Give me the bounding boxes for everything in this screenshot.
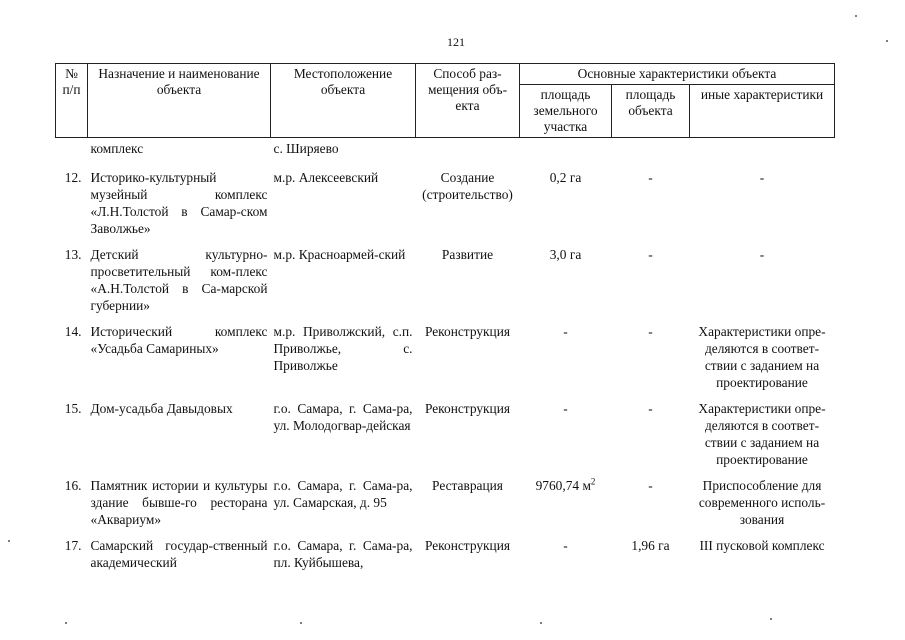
header-other: иные характеристики <box>690 85 835 138</box>
cell-name: Детский культурно-просветительный ком-плекс «А.Н.Толстой в Са-марской губернии» <box>90 247 268 313</box>
cell-other: Характеристики опре-деляются в соответ-ствии с заданием на проектирование <box>698 401 826 467</box>
table-row <box>56 537 835 580</box>
cell-location: м.р. Приволжский, с.п. Приволжье, с. Приволжье <box>273 324 413 373</box>
cell-name: Дом-усадьба Давыдовых <box>90 401 233 416</box>
cell-land-area: - <box>563 538 568 553</box>
header-object-area: площадь объекта <box>612 85 690 138</box>
cell-location: с. Ширяево <box>273 141 339 156</box>
cell-placement: Реконструкция <box>424 324 511 339</box>
cell-object-area: - <box>648 170 653 185</box>
cell-num: 15. <box>64 401 82 416</box>
land-area-value: 9760,74 м <box>535 478 591 493</box>
cell-placement: Создание (строительство) <box>422 170 513 202</box>
table-row <box>56 400 835 477</box>
table-row <box>56 323 835 400</box>
cell-placement: Реконструкция <box>424 538 511 553</box>
cell-num: 13. <box>64 247 82 262</box>
header-row <box>56 64 835 85</box>
table-row <box>56 477 835 537</box>
cell-object-area: - <box>648 478 653 493</box>
table-row <box>56 246 835 323</box>
scan-speck <box>886 40 888 42</box>
cell-land-area: 0,2 га <box>549 170 582 185</box>
cell-other: - <box>759 247 765 262</box>
cell-placement <box>416 138 520 170</box>
cell-land-area: - <box>563 324 568 339</box>
cell-object-area: - <box>648 401 653 416</box>
scan-speck <box>300 622 302 624</box>
cell-object-area <box>612 138 690 170</box>
cell-land-area: - <box>563 401 568 416</box>
page-number: 121 <box>447 35 465 49</box>
cell-location: м.р. Красноармей-ский <box>273 247 406 262</box>
cell-object-area: - <box>648 247 653 262</box>
scan-speck <box>770 618 772 620</box>
cell-name: Памятник истории и культуры здание бывше-го ресторана «Аквариум» <box>90 478 268 527</box>
table-row <box>56 169 835 246</box>
cell-land-area <box>520 138 612 170</box>
cell-name: комплекс <box>90 141 144 156</box>
cell-location: м.р. Алексеевский <box>273 170 379 185</box>
continuation-row <box>56 138 835 170</box>
cell-num: 12. <box>64 170 82 185</box>
cell-other: - <box>759 170 765 185</box>
cell-object-area: 1,96 га <box>631 538 670 553</box>
cell-land-area <box>520 477 612 537</box>
cell-placement: Реконструкция <box>424 401 511 416</box>
cell-other: III пусковой комплекс <box>699 538 825 553</box>
cell-location: г.о. Самара, г. Сама-ра, ул. Молодогвар-дейская <box>273 401 413 433</box>
cell-location: г.о. Самара, г. Сама-ра, ул. Самарская, д. 95 <box>273 478 413 510</box>
cell-placement: Реставрация <box>432 478 503 493</box>
header-num: № п/п <box>56 64 88 138</box>
cell-name: Историко-культурный музейный комплекс «Л.Н.Толстой в Самар-ском Заволжье» <box>90 170 268 236</box>
cell-object-area: - <box>648 324 653 339</box>
header-characteristics: Основные характеристики объекта <box>520 64 835 85</box>
objects-table <box>55 63 835 580</box>
header-land-area: площадь земельного участка <box>520 85 612 138</box>
header-placement: Способ раз-мещения объ-екта <box>416 64 520 138</box>
land-area-unit-exponent: 2 <box>590 476 596 487</box>
cell-placement: Развитие <box>441 247 494 262</box>
scan-speck <box>8 540 10 542</box>
cell-num: 16. <box>64 478 82 493</box>
cell-location: г.о. Самара, г. Сама-ра, пл. Куйбышева, <box>273 538 413 570</box>
cell-num: 17. <box>64 538 82 553</box>
cell-other: Приспособление для современного исполь-зования <box>698 478 826 527</box>
scan-speck <box>540 622 542 624</box>
scan-speck <box>855 15 857 17</box>
cell-num <box>56 138 88 170</box>
cell-name: Самарский государ-ственный академический <box>90 538 268 570</box>
header-location: Местоположение объекта <box>271 64 416 138</box>
cell-other: Характеристики опре-деляются в соответ-ствии с заданием на проектирование <box>698 324 826 390</box>
header-name: Назначение и наименование объекта <box>88 64 271 138</box>
cell-land-area: 3,0 га <box>549 247 582 262</box>
scan-speck <box>65 622 67 624</box>
cell-num: 14. <box>64 324 82 339</box>
cell-other <box>690 138 835 170</box>
cell-name: Исторический комплекс «Усадьба Самариных» <box>90 324 268 356</box>
